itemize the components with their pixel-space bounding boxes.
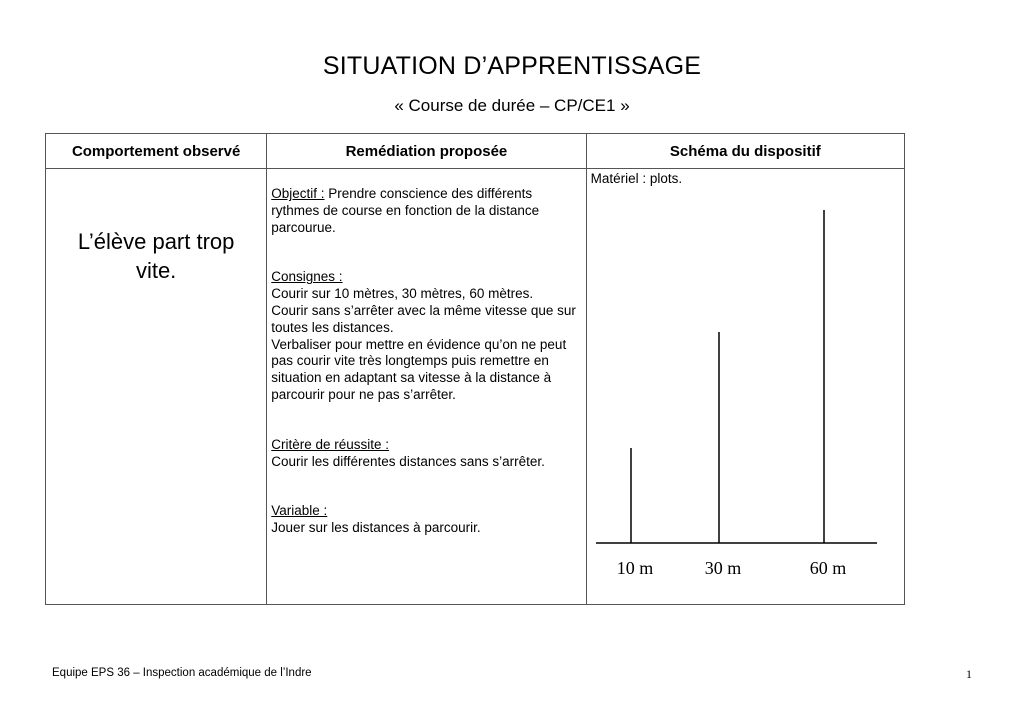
success-criterion-text: Courir les différentes distances sans s’arrêter. [271, 453, 545, 469]
distance-label: 60 m [809, 558, 846, 578]
success-criterion-block [271, 437, 581, 471]
table-row [46, 169, 905, 605]
variable-block [271, 503, 581, 537]
schema-cell [586, 169, 904, 605]
observed-behavior-text: L’élève part trop vite. [77, 229, 235, 283]
objective-text: Prendre conscience des différents rythmes de course en fonction de la distance parcourue. [271, 186, 540, 235]
instructions-block [271, 269, 581, 403]
distance-label: 30 m [704, 558, 741, 578]
page-number: 1 [966, 667, 972, 681]
equipment-text: Matériel : plots. [590, 171, 683, 186]
table-header-row [46, 134, 905, 169]
variable-text: Jouer sur les distances à parcourir. [271, 520, 481, 536]
instructions-label: Consignes : [271, 269, 343, 285]
column-header-schema: Schéma du dispositif [586, 134, 904, 169]
instruction-line: Courir sans s’arrêter avec la même vitesse que sur toutes les distances. [271, 302, 576, 335]
page-title: SITUATION D’APPRENTISSAGE [322, 52, 702, 80]
footer-credit: Equipe EPS 36 – Inspection académique de l’Indre [52, 667, 312, 679]
course-diagram [587, 169, 905, 604]
objective-block [271, 186, 581, 236]
success-criterion-label: Critère de réussite : [271, 436, 390, 452]
instruction-line: Courir sur 10 mètres, 30 mètres, 60 mètres. [271, 286, 534, 302]
column-header-behavior: Comportement observé [46, 134, 267, 169]
variable-label: Variable : [271, 503, 328, 519]
instruction-line: Verbaliser pour mettre en évidence qu’on ne peut pas courir vite très longtemps puis remettre en situation en adaptant sa vitesse à la distance à parcourir pour ne pas s’arrêter. [271, 336, 567, 402]
learning-situation-table [45, 133, 905, 605]
behavior-cell [46, 169, 267, 605]
page-subtitle: « Course de durée – CP/CE1 » [394, 96, 630, 115]
objective-label: Objectif : [271, 186, 325, 201]
distance-label: 10 m [616, 558, 653, 578]
column-header-remediation: Remédiation proposée [267, 134, 586, 169]
remediation-cell [267, 169, 586, 605]
